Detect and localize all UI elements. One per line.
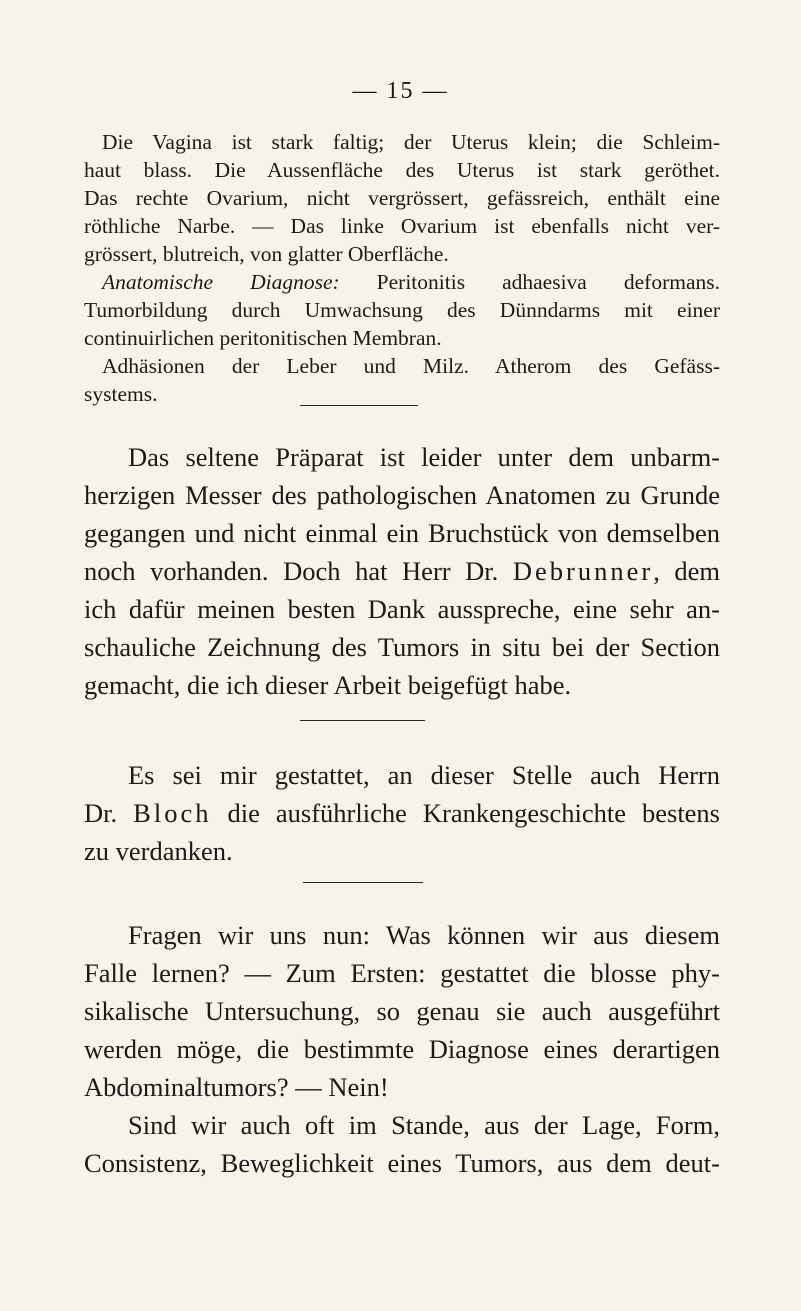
text-line: ich dafür meinen besten Dank ausspreche, eine sehr an- [84,594,720,624]
text-line: grössert, blutreich, von glatter Oberfläche. [84,242,449,266]
page-number: — 15 — [352,78,449,104]
text-line [84,552,720,590]
text-line: continuirlichen peritonitischen Membran. [84,326,442,350]
text-line: Die Vagina ist stark faltig; der Uterus klein; die Schleim- [102,130,720,154]
text-line: Das seltene Präparat ist leider unter dem unbarm- [128,442,720,472]
text-line: systems. [84,382,158,406]
section-divider [303,882,423,883]
person-name: Bloch [133,798,212,828]
case-findings-paragraph [84,128,720,408]
text-line: Abdominaltumors? — Nein! [84,1072,389,1102]
text-line: Sind wir auch oft im Stande, aus der Lage, Form, [128,1110,720,1140]
text-line: werden möge, die bestimmte Diagnose eines derartigen [84,1034,720,1064]
text-line: Falle lernen? — Zum Ersten: gestattet die blosse phy- [84,958,720,988]
continuation-paragraph [84,1106,720,1182]
text-line: haut blass. Die Aussenfläche des Uterus ist stark geröthet. [84,158,720,182]
diagnosis-line [84,268,720,296]
text-line: Adhäsionen der Leber und Milz. Atherom des Gefäss- [102,354,720,378]
text-line: sikalische Untersuchung, so genau sie auch ausgeführt [84,996,720,1026]
text-line: gegangen und nicht einmal ein Bruchstück von demselben [84,518,720,548]
text-line: Das rechte Ovarium, nicht vergrössert, gefässreich, enthält eine [84,186,720,210]
person-name: Debrunner [512,556,654,586]
diagnosis-text: Peritonitis adhaesiva deformans. [339,270,720,294]
text-line [84,794,720,832]
specimen-paragraph [84,438,720,704]
text-segment: noch vorhanden. Doch hat Herr Dr. [84,556,513,586]
text-line: röthliche Narbe. — Das linke Ovarium ist ebenfalls nicht ver- [84,214,720,238]
text-line: schauliche Zeichnung des Tumors in situ bei der Section [84,632,720,662]
text-line: Es sei mir gestattet, an dieser Stelle auch Herrn [128,760,720,790]
text-segment: Dr. [84,798,134,828]
text-segment: die ausführliche Krankengeschichte bestens [211,798,721,828]
diagnosis-question-paragraph [84,916,720,1106]
text-line: Fragen wir uns nun: Was können wir aus diesem [128,920,720,950]
text-segment: , dem [653,556,721,586]
acknowledgement-paragraph [84,756,720,870]
text-line: zu verdanken. [84,836,233,866]
section-divider [300,720,425,721]
section-divider [300,405,418,406]
text-line: herzigen Messer des pathologischen Anatomen zu Grunde [84,480,720,510]
text-line: Consistenz, Beweglichkeit eines Tumors, aus dem deut- [84,1148,720,1178]
text-line: gemacht, die ich dieser Arbeit beigefügt habe. [84,670,572,700]
text-line: Tumorbildung durch Umwachsung des Dünndarms mit einer [84,298,720,322]
diagnosis-heading: Anatomische Diagnose: [102,270,340,294]
